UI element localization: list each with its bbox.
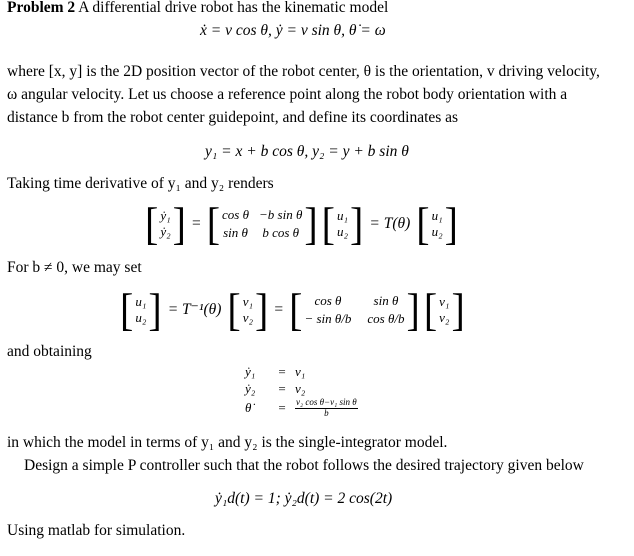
rotation-matrix: [ cos θ −b sin θ sin θ b cos θ ]	[206, 197, 318, 250]
matrix-cell: b cos θ	[262, 225, 300, 240]
vec-u1: u₁	[135, 293, 147, 309]
vec-u1: u₁	[431, 207, 443, 223]
reference-equation: y₁ = x + b cos θ, y₂ = y + b sin θ	[205, 143, 409, 160]
matlab-text: Using matlab for simulation.	[7, 522, 186, 539]
trajectory-equation: ẏ₁d(t) = 1; ẏ₂d(t) = 2 cos(2t)	[215, 490, 393, 507]
derivative-text: Taking time derivative of y₁ and y₂ renders	[7, 175, 274, 192]
sys-rhs: v₁	[295, 364, 306, 379]
matrix-cell: sin θ	[373, 292, 399, 308]
problem-label: Problem 2	[7, 0, 76, 16]
v-vector-2: [ v₁ v₂ ]	[423, 283, 465, 336]
matrix-cell: cos θ/b	[367, 311, 405, 326]
obtaining-text: and obtaining	[7, 343, 92, 360]
problem-heading	[7, 0, 388, 19]
problem-intro: A differential drive robot has the kinematic model	[78, 0, 389, 16]
vec-v2: v₂	[439, 310, 450, 325]
sys-lhs: ẏ₁	[245, 364, 256, 379]
vec-u2: u₂	[135, 310, 147, 325]
matrix-equation-2	[120, 282, 465, 338]
paragraph-line-2: ω angular velocity. Let us choose a reference point along the robot body orientation with a	[7, 86, 568, 103]
vec-u2: u₂	[431, 224, 443, 239]
vec-v1: v₁	[439, 293, 450, 309]
fraction-denominator: b	[324, 407, 329, 418]
for-b-text: For b ≠ 0, we may set	[7, 259, 142, 276]
equals-sign: =	[274, 300, 284, 318]
lhs-y1dot: ẏ₁	[160, 207, 171, 223]
equals-T: = T(θ)	[369, 214, 411, 232]
paragraph-line-1: where [x, y] is the 2D position vector of the robot center, θ is the orientation, v driving velocity,	[7, 63, 600, 80]
v-vector: [ v₁ v₂ ]	[227, 283, 269, 336]
matrix-cell: cos θ	[314, 292, 342, 308]
lhs-vector: [ ẏ₁ ẏ₂ ]	[145, 197, 186, 250]
vec-u2: u₂	[337, 224, 349, 239]
design-text: Design a simple P controller such that the robot follows the desired trajectory given below	[24, 457, 584, 474]
sys-lhs: ẏ₂	[245, 380, 256, 396]
matrix-cell: − sin θ/b	[304, 311, 352, 326]
sys-lhs: θ̇	[245, 399, 252, 415]
single-integrator-system: ẏ₁ = v₁ ẏ₂ = v₂ θ̇ = $\frac{\text{v₂ cos θ−v₁ sin θ}}{b}$	[245, 364, 357, 418]
fraction-numerator: v₂ cos θ−v₁ sin θ	[296, 396, 357, 407]
vec-u1: u₁	[337, 207, 349, 223]
equals-T-inverse: = T⁻¹(θ)	[167, 300, 222, 318]
lhs-y2dot: ẏ₂	[160, 224, 171, 239]
inverse-matrix: [ cos θ sin θ − sin θ/b cos θ/b ]	[289, 283, 420, 336]
sys-rhs: v₂	[295, 380, 306, 396]
matrix-cell: cos θ	[222, 206, 249, 222]
matrix-cell: sin θ	[223, 225, 248, 240]
vec-v2: v₂	[242, 310, 254, 325]
paragraph-line-3: distance b from the robot center guidepoint, and define its coordinates as	[7, 109, 459, 126]
matrix-cell: −b sin θ	[259, 206, 303, 222]
vec-v1: v₁	[242, 293, 254, 309]
model-equation: ẋ = v cos θ, ẏ = v sin θ, θ̇ = ω	[200, 22, 386, 39]
theta-dot-fraction	[295, 398, 358, 419]
input-vector-2: [ u₁ u₂ ]	[416, 197, 458, 250]
matrix-equation-1: [ ẏ₁ ẏ₂ ] = [ cos θ −b sin θ sin θ b cos θ ] [ u₁ u₂ ] = T(θ) [ u₁ u₂ ]	[145, 197, 458, 250]
u-vector: [ u₁ u₂ ]	[120, 283, 162, 336]
input-vector: [ u₁ u₂ ]	[321, 197, 364, 250]
single-integrator-text: in which the model in terms of y₁ and y₂ is the single-integrator model.	[7, 434, 448, 451]
